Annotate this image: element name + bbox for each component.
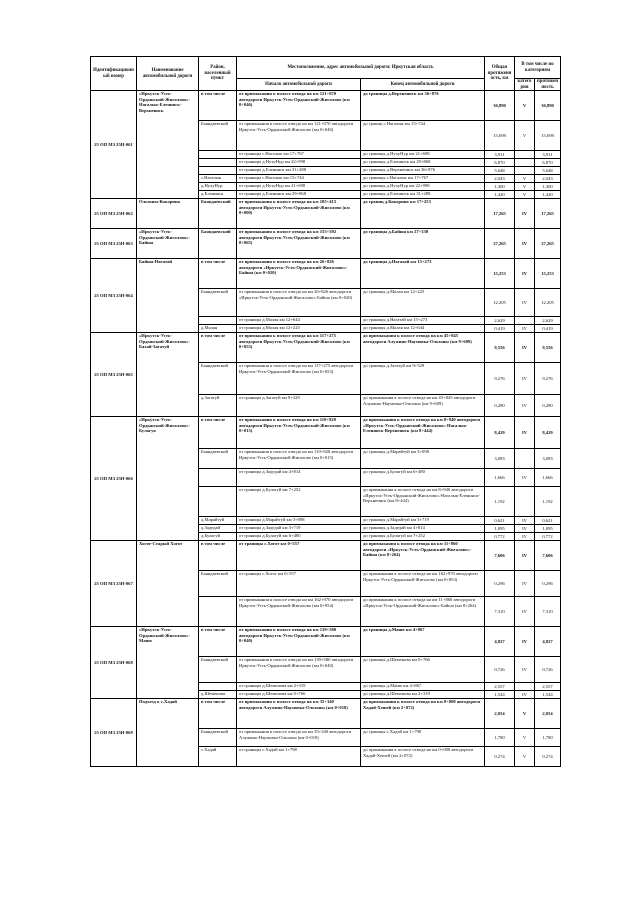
length-cell: 36,890 xyxy=(485,91,515,121)
start-cell: от границы с.Хогот км 0+557 xyxy=(237,541,361,571)
cat-length-cell: 2,043 xyxy=(535,175,561,183)
start-cell: от границы д.Булагуй км 6+480 xyxy=(237,533,361,541)
roads-table xyxy=(90,56,561,767)
start-cell: от границы д.Шеменова км 2+319 xyxy=(237,683,361,691)
length-cell: 1,420 xyxy=(485,191,515,199)
district-cell: Баяндаевский xyxy=(199,121,237,151)
end-cell: до границы д.Еленинск км 29+868 xyxy=(361,159,485,167)
end-cell: до границы д.Марайтуй км 3+098 xyxy=(361,449,485,469)
header-end: Конец автомобильной дороги xyxy=(361,79,485,91)
cat-length-cell: 15,253 xyxy=(535,259,561,289)
category-cell: IV xyxy=(515,469,535,487)
category-cell xyxy=(515,159,535,167)
category-cell: V xyxy=(515,699,535,729)
road-id-cell: 25 ОП МЗ 25Н-064 xyxy=(91,259,137,333)
length-cell: 1,666 xyxy=(485,469,515,487)
category-cell: IV xyxy=(515,363,535,395)
district-cell: д.НухуНур xyxy=(199,183,237,191)
cat-length-cell: 0,419 xyxy=(535,325,561,333)
header-id: Идентификационный номер xyxy=(91,57,137,91)
start-cell: от примыкания к полосе отвода на км 121+070 автодороги Иркутск-Усть-Ордынский-Жигалово (км 0+046) xyxy=(237,91,361,121)
cat-length-cell: 0,274 xyxy=(535,747,561,767)
cat-length-cell: 0,772 xyxy=(535,533,561,541)
cat-length-cell: 1,192 xyxy=(535,487,561,517)
district-cell: с.Хадай xyxy=(199,747,237,767)
start-cell: от границы с.Нагалык км 15+744 xyxy=(237,175,361,183)
start-cell: от границы д.Загатуй км 9+329 xyxy=(237,395,361,417)
cat-length-cell: 1,095 xyxy=(535,525,561,533)
length-cell: 15,253 xyxy=(485,259,515,289)
category-cell: IV xyxy=(515,541,535,571)
category-cell: IV xyxy=(515,199,535,229)
start-cell: от границы с.Хадай км 1+798 xyxy=(237,747,361,767)
header-incl: В том числе по категориям xyxy=(515,57,561,79)
length-cell: 8,429 xyxy=(485,417,515,449)
cat-length-cell: 27,265 xyxy=(535,229,561,259)
end-cell: до примыкания к полосе отвода на км 8+940 автодороги «Иркутск-Усть-Ордынский-Жигалово»-Нагалык-Еленинск-Верхнеинск (км 8+444) xyxy=(361,417,485,449)
start-cell: от примыкания к полосе отвода на км 110+928 автодороги Иркутск-Усть-Ордынский-Жигалово (км 0+015) xyxy=(237,417,361,449)
category-cell: V xyxy=(515,91,535,121)
length-cell: 27,265 xyxy=(485,229,515,259)
district-cell: д.Малая xyxy=(199,325,237,333)
end-cell: до границы д.Нагатай км 15+273 xyxy=(361,259,485,289)
header-cat: категория xyxy=(515,79,535,91)
end-cell: до границы д.Малая км 12+644 xyxy=(361,325,485,333)
category-cell: IV xyxy=(515,325,535,333)
length-cell: 2,557 xyxy=(485,683,515,691)
road-name-cell: «Иркутск-Усть-Ордынский-Жигалово»-Бахай-Загатуй xyxy=(137,333,199,417)
district-cell: в том числе xyxy=(199,259,237,289)
district-cell: Баяндаевский xyxy=(199,729,237,747)
road-id-cell: 25 ОП МЗ 25Н-068 xyxy=(91,627,137,699)
start-cell: от границы д.НухуНур км 22+998 xyxy=(237,159,361,167)
length-cell: 2,629 xyxy=(485,317,515,325)
end-cell: до примыкания к полосе отвода на км 11+860 автодороги «Иркутск-Усть-Ордынский-Жигалово»-Байша (км 8+264) xyxy=(361,541,485,571)
start-cell: от примыкания к полосе отвода на км 117+275 автодороги Иркутск-Усть-Ордынский-Жигалово (км 0+053) xyxy=(237,363,361,395)
category-cell: IV xyxy=(515,289,535,317)
road-id-cell: 25 ОП МЗ 25Н-063 xyxy=(91,229,137,259)
start-cell: от границы д.Задедай км 3+719 xyxy=(237,525,361,533)
road-name-cell: Ользоны-Кокорина xyxy=(137,199,199,229)
header-location: Местоположение, адрес автомобильной дороги: Иркутская область xyxy=(237,57,485,79)
start-cell: от примыкания к полосе отвода на км 26+826 автодороги «Иркутск-Усть-Ордынский-Жигалово»-Байша (км 0+020) xyxy=(237,289,361,317)
district-cell: Баяндаевский xyxy=(199,229,237,259)
length-cell: 0,726 xyxy=(485,657,515,683)
cat-length-cell: 0,296 xyxy=(535,571,561,597)
category-cell xyxy=(515,683,535,691)
end-cell: до границы с.Хадай км 1+798 xyxy=(361,729,485,747)
end-cell: до границы д.Булагуй км 6+480 xyxy=(361,469,485,487)
table-row xyxy=(91,541,561,571)
district-cell: в том числе xyxy=(199,541,237,571)
cat-length-cell: 5,648 xyxy=(535,167,561,175)
end-cell: до границ с.Нагалык км 15+744 xyxy=(361,121,485,151)
start-cell: от примыкания к полосе отвода на км 162+970 автодороги Иркутск-Усть-Ордынский-Жигалово (км 0+954) xyxy=(237,597,361,627)
length-cell: 9,276 xyxy=(485,363,515,395)
category-cell: IV xyxy=(515,229,535,259)
cat-length-cell: 9,556 xyxy=(535,333,561,363)
category-cell: IV xyxy=(515,259,535,289)
district-cell: Баяндаевский xyxy=(199,571,237,597)
cat-length-cell: 1,780 xyxy=(535,729,561,747)
length-cell: 1,192 xyxy=(485,487,515,517)
category-cell: V xyxy=(515,183,535,191)
end-cell: до границы д.Маню км 4+867 xyxy=(361,627,485,657)
end-cell: до примыкания к полосе отвода на км 0+000 автодороги Хадай-Хешей (км 2+072) xyxy=(361,747,485,767)
length-cell: 9,556 xyxy=(485,333,515,363)
start-cell: от границы д.Малая км 12+225 xyxy=(237,325,361,333)
cat-length-cell: 0,280 xyxy=(535,395,561,417)
cat-length-cell: 9,276 xyxy=(535,363,561,395)
start-cell: от границы д.Шеменова км 0+766 xyxy=(237,691,361,699)
cat-length-cell: 6,870 xyxy=(535,159,561,167)
category-cell: V xyxy=(515,175,535,183)
document-page xyxy=(90,56,560,767)
start-cell: от границы д.Еленинск км 31+288 xyxy=(237,167,361,175)
cat-length-cell: 12,205 xyxy=(535,289,561,317)
cat-length-cell: 2,557 xyxy=(535,683,561,691)
district-cell: Баяндаевский xyxy=(199,449,237,469)
length-cell: 0,274 xyxy=(485,747,515,767)
cat-length-cell: 15,698 xyxy=(535,121,561,151)
district-cell: д.Шеменова xyxy=(199,691,237,699)
start-cell: от границы д.Марайтуй км 3+098 xyxy=(237,517,361,525)
length-cell: 17,265 xyxy=(485,199,515,229)
cat-length-cell: 2,629 xyxy=(535,317,561,325)
district-cell: в том числе xyxy=(199,333,237,363)
length-cell: 0,296 xyxy=(485,571,515,597)
cat-length-cell: 1,420 xyxy=(535,191,561,199)
cat-length-cell: 7,310 xyxy=(535,597,561,627)
category-cell xyxy=(515,449,535,469)
end-cell: до границы д.Малая км 12+225 xyxy=(361,289,485,317)
table-row xyxy=(91,91,561,121)
table-row xyxy=(91,417,561,449)
category-cell: V xyxy=(515,191,535,199)
district-cell xyxy=(199,159,237,167)
length-cell: 4,827 xyxy=(485,627,515,657)
length-cell: 6,870 xyxy=(485,159,515,167)
start-cell: от границы с.Нагалык км 17+767 xyxy=(237,151,361,159)
end-cell: до границы д.Байша км 27+330 xyxy=(361,229,485,259)
district-cell: д.Марайтуй xyxy=(199,517,237,525)
end-cell: до границы д.НухуНур км 21+698 xyxy=(361,151,485,159)
end-cell: до примыкания к полосе отвода на км 11+860 автодороги «Иркутск-Усть-Ордынский-Жигалово»-Байша (км 8+264) xyxy=(361,597,485,627)
length-cell: 0,419 xyxy=(485,325,515,333)
end-cell: до примыкания к полосе отвода на км 0+000 автодороги Хадай-Хешей (км 2+072) xyxy=(361,699,485,729)
road-name-cell: «Иркутск-Усть-Ордынский-Жигалово»-Нагалык-Еленинск-Верхнеинск xyxy=(137,91,199,199)
start-cell: от границы с.Хогот км 0+557 xyxy=(237,571,361,597)
category-cell: IV xyxy=(515,657,535,683)
road-name-cell: Байша-Нагатай xyxy=(137,259,199,333)
start-cell: от примыкания к полосе отвода на км 26+826 автодороги «Иркутск-Усть-Ордынский-Жигалово»-Байша (км 0+020) xyxy=(237,259,361,289)
category-cell: IV xyxy=(515,691,535,699)
category-cell: IV xyxy=(515,395,535,417)
district-cell: д.Загатуй xyxy=(199,395,237,417)
district-cell: Баяндаевский xyxy=(199,289,237,317)
length-cell: 3,911 xyxy=(485,151,515,159)
district-cell xyxy=(199,167,237,175)
category-cell: IV xyxy=(515,333,535,363)
start-cell: от границы д.Задедай км 4+814 xyxy=(237,469,361,487)
category-cell: IV xyxy=(515,533,535,541)
district-cell: Баяндаевский xyxy=(199,199,237,229)
length-cell: 7,606 xyxy=(485,541,515,571)
road-name-cell: «Иркутск-Усть-Ордынский-Жигалово»-Байша xyxy=(137,229,199,259)
road-name-cell: «Иркутск-Усть-Ордынский-Жигалово»-Булагуя xyxy=(137,417,199,541)
end-cell: до примыкания к полосе отвода на км 45+845 автодороги Алужино-Наумовка-Ользоны (км 9+609) xyxy=(361,333,485,363)
category-cell xyxy=(515,317,535,325)
length-cell: 12,205 xyxy=(485,289,515,317)
district-cell: Баяндаевский xyxy=(199,657,237,683)
district-cell: д.Еленинск xyxy=(199,191,237,199)
start-cell: от примыкания к полосе отвода на км 139+580 автодороги Иркутск-Усть-Ордынский-Жигалово (км 0+040) xyxy=(237,627,361,657)
cat-length-cell: 17,265 xyxy=(535,199,561,229)
cat-length-cell: 0,726 xyxy=(535,657,561,683)
end-cell: до границы д.Шеменова км 2+319 xyxy=(361,691,485,699)
start-cell: от примыкания к полосе отвода на км 35+340 автодороги Алужино-Наумовка-Ользоны (км 0+018) xyxy=(237,729,361,747)
start-cell: от примыкания к полосе отвода на км 117+275 автодороги Иркутск-Усть-Ордынский-Жигалово (км 0+053) xyxy=(237,333,361,363)
length-cell: 0,280 xyxy=(485,395,515,417)
cat-length-cell: 1,300 xyxy=(535,183,561,191)
length-cell: 15,698 xyxy=(485,121,515,151)
end-cell: до границ д.Кокорина км 17+253 xyxy=(361,199,485,229)
length-cell: 1,095 xyxy=(485,525,515,533)
district-cell xyxy=(199,683,237,691)
header-district: Район, населенный пункт xyxy=(199,57,237,91)
cat-length-cell: 0,621 xyxy=(535,517,561,525)
table-row xyxy=(91,699,561,729)
start-cell: от примыкания к полосе отвода на км 35+340 автодороги Алужино-Наумовка-Ользоны (км 0+018) xyxy=(237,699,361,729)
category-cell xyxy=(515,167,535,175)
length-cell: 0,772 xyxy=(485,533,515,541)
table-row xyxy=(91,229,561,259)
category-cell: IV xyxy=(515,417,535,449)
district-cell xyxy=(199,597,237,627)
district-cell: д.Задедай xyxy=(199,525,237,533)
district-cell: Баяндаевский xyxy=(199,363,237,395)
table-row xyxy=(91,259,561,289)
cat-length-cell: 36,890 xyxy=(535,91,561,121)
cat-length-cell: 3,911 xyxy=(535,151,561,159)
district-cell: в том числе xyxy=(199,91,237,121)
length-cell: 3,083 xyxy=(485,449,515,469)
district-cell xyxy=(199,317,237,325)
cat-length-cell: 7,606 xyxy=(535,541,561,571)
road-name-cell: «Иркутск-Усть-Ордынский-Жигалово»-Маню xyxy=(137,627,199,699)
end-cell: до границы д.Булагуй км 7+252 xyxy=(361,533,485,541)
category-cell: V xyxy=(515,747,535,767)
end-cell: до границы д.Марайтуй км 3+719 xyxy=(361,517,485,525)
category-cell xyxy=(515,487,535,517)
table-row xyxy=(91,627,561,657)
start-cell: от примыкания к полосе отвода на км 155+592 автодороги Иркутск-Усть-Ордынский-Жигалово (км 0+065) xyxy=(237,229,361,259)
end-cell: до границы д.Задедай км 4+814 xyxy=(361,525,485,533)
length-cell: 1,300 xyxy=(485,183,515,191)
road-id-cell: 25 ОП МЗ 25Н-067 xyxy=(91,541,137,627)
category-cell: IV xyxy=(515,627,535,657)
cat-length-cell: 2,054 xyxy=(535,699,561,729)
road-name-cell: Подъезд к с.Хадай xyxy=(137,699,199,767)
table-body xyxy=(91,91,561,767)
start-cell: от границы д.НухуНур км 21+698 xyxy=(237,183,361,191)
start-cell: от примыкания к полосе отвода на км 139+580 автодороги Иркутск-Усть-Ордынский-Жигалово (км 0+040) xyxy=(237,657,361,683)
end-cell: до границы д.НухуНур км 22+998 xyxy=(361,183,485,191)
header-len2: протяженность xyxy=(535,79,561,91)
table-row xyxy=(91,333,561,363)
start-cell: от примыкания к полосе отвода на км 121+070 автодороги Иркутск-Усть-Ордынский-Жигалово (км 0+046) xyxy=(237,121,361,151)
end-cell: до границы д.Нагатай км 15+273 xyxy=(361,317,485,325)
cat-length-cell: 4,827 xyxy=(535,627,561,657)
road-id-cell: 25 ОП МЗ 25Н-062 xyxy=(91,199,137,229)
road-id-cell: 25 ОП МЗ 25Н-066 xyxy=(91,417,137,541)
cat-length-cell: 3,083 xyxy=(535,449,561,469)
header-name: Наименование автомобильной дороги xyxy=(137,57,199,91)
end-cell: до примыкания к полосе отвода на км 45+845 автодороги Алужино-Наумовка-Ользоны (км 9+609) xyxy=(361,395,485,417)
road-name-cell: Хогот-Старый Хогот xyxy=(137,541,199,627)
end-cell: до примыкания к полосе отвода на км 162+970 автодороги Иркутск-Усть-Ордынский-Жигалово (км 0+853) xyxy=(361,571,485,597)
length-cell: 0,621 xyxy=(485,517,515,525)
road-id-cell: 25 ОП МЗ 25Н-065 xyxy=(91,333,137,417)
district-cell: в том числе xyxy=(199,699,237,729)
cat-length-cell: 1,666 xyxy=(535,469,561,487)
length-cell: 2,043 xyxy=(485,175,515,183)
start-cell: от границы д.Малая км 12+644 xyxy=(237,317,361,325)
district-cell xyxy=(199,151,237,159)
length-cell: 2,054 xyxy=(485,699,515,729)
header-length: Общая протяженность, км xyxy=(485,57,515,91)
end-cell: до границы д.Еленинск км 31+288 xyxy=(361,191,485,199)
category-cell: IV xyxy=(515,517,535,525)
category-cell xyxy=(515,151,535,159)
category-cell: IV xyxy=(515,525,535,533)
category-cell: IV xyxy=(515,571,535,597)
district-cell: д.Булагуй xyxy=(199,533,237,541)
length-cell: 1,780 xyxy=(485,729,515,747)
cat-length-cell: 8,429 xyxy=(535,417,561,449)
end-cell: до границы д.Загатуй км 9+329 xyxy=(361,363,485,395)
end-cell: до границы д.Верхнеинск км 36+876 xyxy=(361,91,485,121)
end-cell: до границы с.Нагалык км 17+767 xyxy=(361,175,485,183)
header-start: Начало автомобильной дороги xyxy=(237,79,361,91)
category-cell: IV xyxy=(515,597,535,627)
start-cell: от границы д.Булагуй км 7+252 xyxy=(237,487,361,517)
end-cell: до границы д.Маню км 4+867 xyxy=(361,683,485,691)
start-cell: от примыкания к полосе отвода на км 105+415 автодороги Иркутск-Усть-Ордынский-Жигалово (км 0+000) xyxy=(237,199,361,229)
length-cell: 1,544 xyxy=(485,691,515,699)
table-row xyxy=(91,199,561,229)
start-cell: от границы д.Еленинск км 29+868 xyxy=(237,191,361,199)
cat-length-cell: 1,544 xyxy=(535,691,561,699)
end-cell: до границы д.Шеменова км 0+766 xyxy=(361,657,485,683)
district-cell xyxy=(199,487,237,517)
category-cell: V xyxy=(515,121,535,151)
district-cell xyxy=(199,469,237,487)
length-cell: 5,648 xyxy=(485,167,515,175)
road-id-cell: 25 ОП МЗ 25Н-061 xyxy=(91,91,137,199)
district-cell: в том числе xyxy=(199,417,237,449)
end-cell: до границы д.Верхнеинск км 36+876 xyxy=(361,167,485,175)
district-cell: с.Нагалык xyxy=(199,175,237,183)
end-cell: до примыкания к полосе отвода на км 8+940 автодороги «Иркутск-Усть-Ордынский-Жигалово»-Нагалык-Еленинск-Верхнеинск (км 8+444) xyxy=(361,487,485,517)
start-cell: от примыкания к полосе отвода на км 110+928 автодороги Иркутск-Усть-Ордынский-Жигалово (км 0+015) xyxy=(237,449,361,469)
length-cell: 7,310 xyxy=(485,597,515,627)
road-id-cell: 25 ОП МЗ 25Н-069 xyxy=(91,699,137,767)
district-cell: в том числе xyxy=(199,627,237,657)
category-cell: V xyxy=(515,729,535,747)
